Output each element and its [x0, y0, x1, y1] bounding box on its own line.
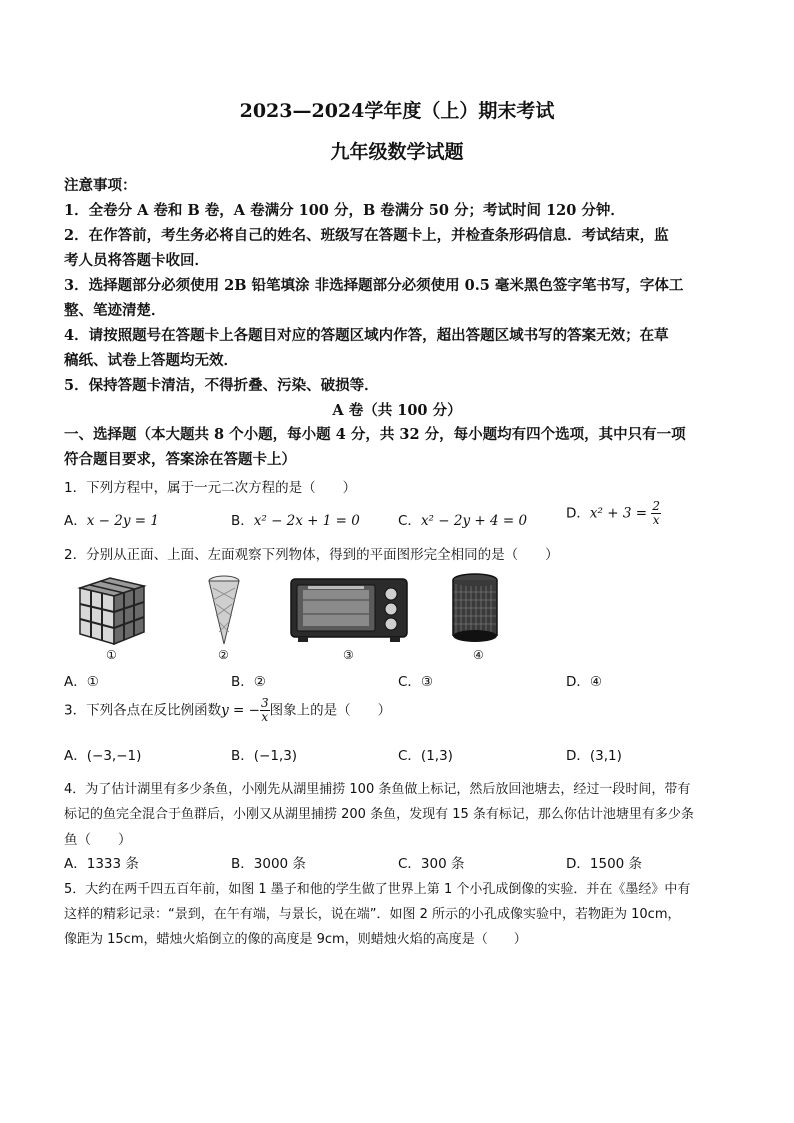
- note-line: 5．保持答题卡清洁，不得折叠、污染、破损等．: [64, 377, 379, 394]
- q5-stem: 5．大约在两千四五百年前，如图 1 墨子和他的学生做了世界上第 1 个小孔成倒像的实验．并在《墨经》中有: [64, 882, 691, 897]
- q2-stem: 2．分别从正面、上面、左面观察下列物体，得到的平面图形完全相同的是（ ）: [64, 547, 559, 563]
- q4-stem: 鱼（ ）: [64, 832, 132, 848]
- note-line: 2．在作答前，考生务必将自己的姓名、班级写在答题卡上，并检查条形码信息．考试结束，监: [64, 227, 669, 244]
- q2-option-b: B．②: [231, 674, 266, 690]
- q1-option-c: C．x² − 2y + 4 = 0: [398, 513, 528, 529]
- q3-option-b: B．(−1,3): [231, 748, 298, 764]
- part1-instructions: 符合题目要求，答案涂在答题卡上）: [64, 451, 296, 468]
- q3-option-c: C．(1,3): [398, 748, 453, 764]
- note-line: 1．全卷分 A 卷和 B 卷，A 卷满分 100 分，B 卷满分 50 分；考试时间 120 分钟．: [64, 202, 625, 219]
- image-caption: ④: [473, 648, 484, 662]
- q2-option-d: D．④: [566, 674, 602, 690]
- note-line: 整、笔迹清楚．: [64, 302, 166, 319]
- q4-stem: 4．为了估计湖里有多少条鱼，小刚先从湖里捕捞 100 条鱼做上标记，然后放回池塘去，经过一段时间，带有: [64, 782, 691, 797]
- q4-stem: 标记的鱼完全混合于鱼群后，小刚又从湖里捕捞 200 条鱼，发现有 15 条有标记，那么你估计池塘里有多少条: [64, 807, 694, 822]
- q3-option-d: D．(3,1): [566, 748, 622, 764]
- exam-title: 2023—2024学年度（上）期末考试: [239, 100, 555, 122]
- note-line: 3．选择题部分必须使用 2B 铅笔填涂 非选择题部分必须使用 0.5 毫米黑色签字笔书写，字体工: [64, 277, 684, 294]
- rubiks-cube-image: [70, 574, 152, 648]
- q4-option-c: C．300 条: [398, 856, 465, 872]
- q3-stem: 3．下列各点在反比例函数y = − $\frac{3}{x}$ 图象上的是（ ）: [64, 696, 392, 724]
- image-caption: ②: [218, 648, 229, 662]
- fraction: $\frac{3}{x}$: [260, 696, 269, 724]
- q1-option-d: D．x² + 3 = $\frac{2}{x}$: [566, 499, 660, 527]
- q3-option-a: A．(−3,−1): [64, 748, 142, 764]
- q1-option-a: A．x − 2y = 1: [64, 513, 159, 529]
- q4-option-b: B．3000 条: [231, 856, 306, 872]
- mesh-pen-holder-image: [450, 572, 500, 644]
- section-a-title: A 卷（共 100 分）: [332, 402, 462, 419]
- q2-option-c: C．③: [398, 674, 434, 690]
- q1-option-b: B．x² − 2x + 1 = 0: [231, 513, 360, 529]
- note-line: 4．请按照题号在答题卡上各题目对应的答题区域内作答，超出答题区域书写的答案无效；在草: [64, 327, 669, 344]
- ice-cream-cone-image: [204, 574, 244, 646]
- q2-option-a: A．①: [64, 674, 99, 690]
- q4-option-d: D．1500 条: [566, 856, 643, 872]
- exam-subtitle: 九年级数学试题: [330, 141, 464, 163]
- note-line: 考人员将答题卡收回．: [64, 252, 209, 269]
- q1-stem: 1．下列方程中，属于一元二次方程的是（ ）: [64, 480, 357, 496]
- q5-stem: 这样的精彩记录：“景到，在午有端，与景长，说在端”．如图 2 所示的小孔成像实验中，若物距为 10cm，: [64, 907, 681, 922]
- q4-option-a: A．1333 条: [64, 856, 139, 872]
- q5-stem: 像距为 15cm，蜡烛火焰倒立的像的高度是 9cm，则蜡烛火焰的高度是（ ）: [64, 932, 527, 947]
- part1-instructions: 一、选择题（本大题共 8 个小题，每小题 4 分，共 32 分，每小题均有四个选项，其中只有一项: [64, 426, 686, 443]
- image-caption: ③: [343, 648, 354, 662]
- notes-heading: 注意事项：: [64, 177, 137, 194]
- image-caption: ①: [106, 648, 117, 662]
- toaster-oven-image: [288, 576, 410, 644]
- note-line: 稿纸、试卷上答题均无效．: [64, 352, 238, 369]
- fraction: $\frac{2}{x}$: [652, 499, 660, 527]
